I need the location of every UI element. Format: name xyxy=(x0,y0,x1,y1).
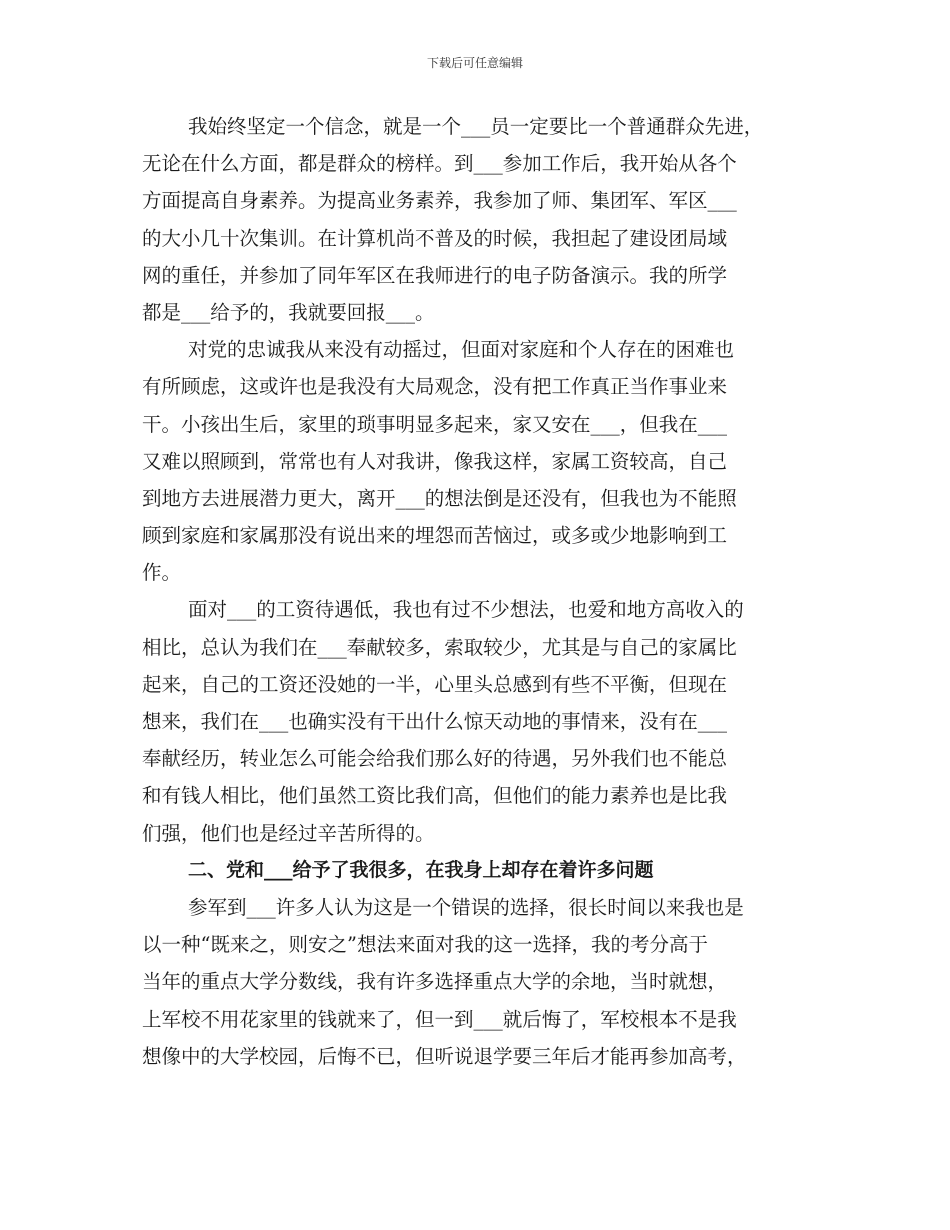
text-line: 顾到家庭和家属那没有说出来的埋怨而苦恼过，或多或少地影响到工 xyxy=(142,524,728,548)
text-line: 和有钱人相比，他们虽然工资比我们高，但他们的能力素养也是比我 xyxy=(142,784,728,808)
text-line: 对党的忠诚我从来没有动摇过，但面对家庭和个人存在的困难也 xyxy=(188,338,735,362)
text-line: 都是___给予的，我就要回报___。 xyxy=(142,300,435,324)
section-heading: 二、党和___给予了我很多，在我身上却存在着许多问题 xyxy=(188,858,654,881)
text-line: 想像中的大学校园，后悔不已，但听说退学要三年后才能再参加高考， xyxy=(142,1044,747,1068)
text-line: 作。 xyxy=(142,561,182,585)
text-line: 我始终坚定一个信念，就是一个___员一定要比一个普通群众先进， xyxy=(188,115,764,138)
page-header: 下载后可任意编辑 xyxy=(426,56,523,70)
text-line: 当年的重点大学分数线，我有许多选择重点大学的余地，当时就想， xyxy=(142,970,728,994)
text-line: 的大小几十次集训。在计算机尚不普及的时候，我担起了建设团局域 xyxy=(142,226,728,250)
text-line: 们强，他们也是经过辛苦所得的。 xyxy=(142,821,435,845)
text-line: 方面提高自身素养。为提高业务素养，我参加了师、集团军、军区___ xyxy=(142,189,737,213)
text-line: 有所顾虑，这或许也是我没有大局观念，没有把工作真正当作事业来 xyxy=(142,375,728,399)
text-line: 起来，自己的工资还没她的一半，心里头总感到有些不平衡，但现在 xyxy=(142,672,728,696)
text-line: 干。小孩出生后，家里的琐事明显多起来，家又安在___，但我在___ xyxy=(142,412,728,436)
text-line: 相比，总认为我们在___奉献较多，索取较少，尤其是与自己的家属比 xyxy=(142,635,737,659)
text-line: 奉献经历，转业怎么可能会给我们那么好的待遇，另外我们也不能总 xyxy=(142,747,728,771)
text-line: 又难以照顾到，常常也有人对我讲，像我这样，家属工资较高，自己 xyxy=(142,449,728,473)
document-body xyxy=(142,108,814,1075)
text-line: 到地方去进展潜力更大，离开___的想法倒是还没有，但我也为不能照 xyxy=(142,486,737,510)
text-line: 参军到___许多人认为这是一个错误的选择，很长时间以来我也是 xyxy=(188,895,744,919)
text-line: 面对___的工资待遇低，我也有过不少想法，也爱和地方高收入的 xyxy=(188,598,744,622)
text-line: 网的重任，并参加了同年军区在我师进行的电子防备演示。我的所学 xyxy=(142,263,728,287)
text-line: 想来，我们在___也确实没有干出什么惊天动地的事情来，没有在___ xyxy=(142,710,728,733)
text-line: 以一种“既来之，则安之”想法来面对我的这一选择，我的考分高于 xyxy=(142,933,708,957)
text-line: 上军校不用花家里的钱就来了，但一到___就后悔了，军校根本不是我 xyxy=(142,1007,737,1031)
text-line: 无论在什么方面，都是群众的榜样。到___参加工作后，我开始从各个 xyxy=(142,152,737,176)
